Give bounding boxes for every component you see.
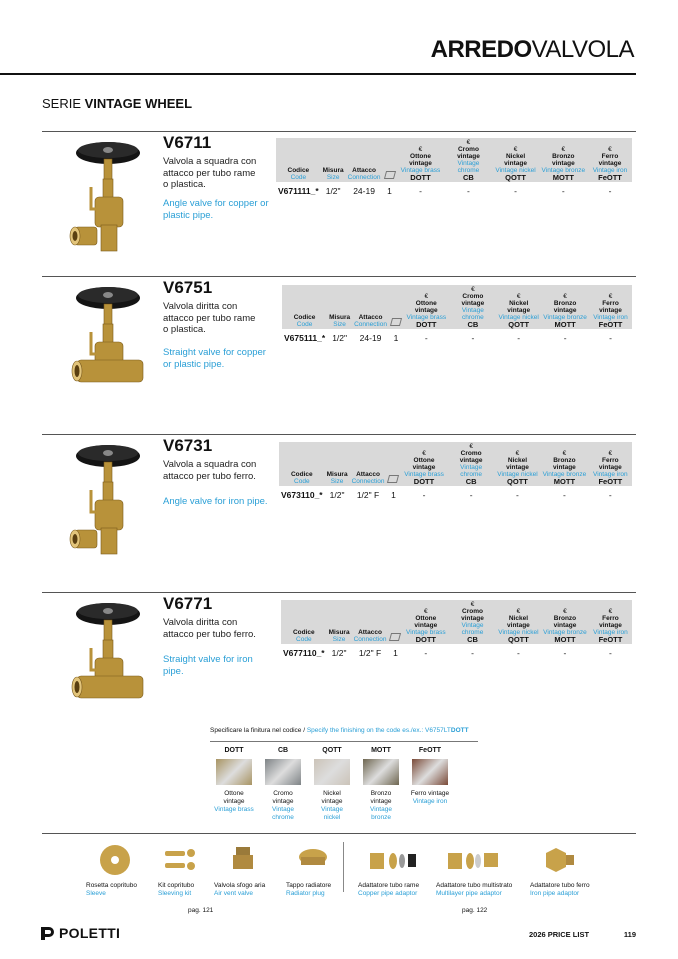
finish-name-en: Vintage bronze — [370, 806, 392, 821]
col-codice: Codice Code — [287, 167, 310, 181]
col-codice: Codice Code — [293, 314, 316, 328]
serie-title: SERIE VINTAGE WHEEL — [42, 96, 193, 111]
qty-cell: 1 — [393, 333, 399, 343]
col-finish-1: € Cromo vintage Vintage chrome CB — [461, 601, 484, 644]
price-cell: - — [609, 648, 612, 658]
accessory-item — [158, 840, 197, 898]
qty-cell: 1 — [387, 186, 392, 196]
page-ref-122[interactable]: pag. 122 — [462, 907, 488, 914]
package-icon — [383, 138, 397, 182]
table-row — [282, 329, 632, 345]
misura-cell: 1/2" — [325, 186, 341, 196]
table-row — [276, 182, 632, 198]
finish-name-en: Vintage nickel — [321, 806, 343, 821]
qty-cell: 1 — [393, 648, 398, 658]
price-table — [282, 285, 632, 345]
description-en: Straight valve for iron pipe. — [163, 654, 253, 677]
accessory-name-it: Adattatore tubo rame — [358, 882, 420, 889]
valve-image — [67, 139, 147, 257]
col-finish-3: € Bronzo vintage Vintage bronze MOTT — [543, 608, 587, 644]
price-cell: - — [467, 186, 470, 196]
price-cell: - — [608, 186, 612, 196]
col-finish-0: € Ottone vintage Vintage brass DOTT — [406, 293, 447, 329]
col-finish-3: € Bronzo vintage Vintage bronze MOTT — [543, 293, 587, 329]
valve-image — [67, 442, 147, 560]
table-row — [279, 486, 632, 502]
description-it: Valvola a squadra con attacco per tubo rame o plastica. — [163, 156, 257, 190]
attacco-cell: 1/2" F — [356, 490, 380, 500]
col-attacco: Attacco Connection — [351, 471, 385, 485]
accessories-rule — [42, 833, 636, 834]
price-cell: - — [608, 490, 612, 500]
price-cell: - — [471, 333, 475, 343]
col-codice: Codice Code — [290, 471, 313, 485]
finish-swatch-dott — [214, 747, 254, 822]
col-misura: Misura Size — [328, 629, 350, 643]
col-attacco: Attacco Connection — [354, 314, 387, 328]
finish-name-it: Ferro vintage — [410, 790, 450, 797]
package-icon — [386, 442, 400, 486]
col-finish-2: € Nickel vintage Vintage nickel QOTT — [498, 608, 539, 644]
col-finish-1: € Cromo vintage Vintage chrome CB — [457, 139, 480, 182]
attacco-cell: 24-19 — [359, 333, 382, 343]
page-ref-121[interactable]: pag. 121 — [188, 907, 214, 914]
finish-color-sample — [412, 759, 448, 785]
col-finish-4: € Ferro vintage Vintage iron FeOTT — [593, 450, 628, 486]
col-finish-3: € Bronzo vintage Vintage bronze MOTT — [542, 450, 587, 486]
price-cell: - — [422, 490, 426, 500]
description-en: Straight valve for copper or plastic pipe. — [163, 347, 266, 370]
product-v6711 — [42, 131, 636, 286]
finish-color-sample — [314, 759, 350, 785]
misura-cell: 1/2" — [329, 490, 345, 500]
attacco-cell: 1/2" F — [358, 648, 382, 658]
product-v6731 — [42, 434, 636, 589]
accessory-image — [358, 840, 419, 880]
col-finish-2: € Nickel vintage Vintage nickel QOTT — [495, 146, 536, 182]
accessory-image — [86, 840, 137, 880]
codice-cell: V677110_* — [283, 648, 325, 658]
accessory-item — [530, 840, 590, 898]
finish-name-it: Nickel vintage — [321, 790, 343, 805]
accessory-name-en: Multilayer pipe adaptor — [436, 890, 502, 897]
price-cell: - — [563, 648, 567, 658]
price-list-label: 2026 PRICE LIST — [529, 930, 590, 939]
col-finish-3: € Bronzo vintage Vintage bronze MOTT — [541, 146, 586, 182]
price-cell: - — [469, 490, 473, 500]
finish-note: Specificare la finitura nel codice / Specify the finishing on the code es./ex.: V6757LTDOTT — [210, 727, 469, 734]
finish-color-sample — [265, 759, 301, 785]
description-it: Valvola a squadra con attacco per tubo ferro. — [163, 459, 257, 482]
price-cell: - — [471, 648, 474, 658]
col-finish-0: € Ottone vintage Vintage brass DOTT — [404, 450, 444, 486]
finish-color-sample — [216, 759, 252, 785]
price-cell: - — [561, 186, 565, 196]
attacco-cell: 24-19 — [353, 186, 375, 196]
codice-cell: V671111_* — [278, 186, 319, 196]
accessory-image — [436, 840, 512, 880]
price-cell: - — [563, 490, 566, 500]
codice-cell: V673110_* — [281, 490, 323, 500]
accessory-image — [158, 840, 197, 880]
col-finish-2: € Nickel vintage Vintage nickel QOTT — [497, 450, 538, 486]
poletti-logo: POLETTI — [40, 925, 120, 941]
price-cell: - — [424, 648, 428, 658]
price-cell: - — [517, 648, 520, 658]
valve-image — [67, 284, 147, 402]
product-separator — [42, 434, 636, 435]
col-misura: Misura Size — [329, 314, 351, 328]
finish-color-sample — [363, 759, 399, 785]
product-separator — [42, 131, 636, 132]
accessory-name-en: Air vent valve — [214, 890, 254, 897]
accessory-name-en: Sleeve — [86, 890, 106, 897]
finish-name-en: Vintage brass — [214, 806, 254, 813]
accessory-name-it: Tappo radiatore — [286, 882, 332, 889]
finish-name-it: Ottone vintage — [223, 790, 245, 805]
accessory-name-en: Iron pipe adaptor — [530, 890, 580, 897]
finish-code: FeOTT — [418, 747, 442, 754]
finish-name-it: Bronzo vintage — [370, 790, 392, 805]
table-row — [281, 644, 632, 660]
col-finish-0: € Ottone vintage Vintage brass DOTT — [405, 608, 446, 644]
misura-cell: 1/2" — [332, 333, 348, 343]
description-en: Angle valve for copper or plastic pipe. — [163, 198, 269, 221]
col-finish-1: € Cromo vintage Vintage chrome CB — [461, 286, 485, 329]
finish-swatch-qott — [312, 747, 352, 822]
description-it: Valvola diritta con attacco per tubo ferro. — [163, 617, 256, 640]
page-number: 119 — [623, 930, 636, 939]
col-misura: Misura Size — [326, 471, 348, 485]
accessory-item — [86, 840, 137, 898]
finish-swatch-feott — [410, 747, 450, 822]
codice-cell: V675111_* — [284, 333, 326, 343]
finish-name-en: Vintage chrome — [272, 806, 294, 821]
misura-cell: 1/2" — [331, 648, 347, 658]
top-rule — [0, 73, 636, 75]
col-finish-1: € Cromo vintage Vintage chrome CB — [459, 443, 483, 486]
finish-code: CB — [277, 747, 289, 754]
accessory-image — [530, 840, 590, 880]
package-icon — [389, 285, 403, 329]
accessory-name-en: Radiator plug — [286, 890, 325, 897]
col-finish-4: € Ferro vintage Vintage iron FeOTT — [593, 293, 628, 329]
finish-swatch-mott — [361, 747, 401, 822]
accessory-image — [214, 840, 265, 880]
accessory-name-it: Valvola sfogo aria — [214, 882, 266, 889]
accessory-item — [286, 840, 331, 898]
finish-code: DOTT — [224, 747, 244, 754]
accessory-item — [358, 840, 419, 898]
price-cell: - — [424, 333, 428, 343]
finish-swatches — [214, 747, 450, 822]
accessories-divider — [343, 842, 344, 892]
col-misura: Misura Size — [322, 167, 344, 181]
product-code: V6771 — [163, 594, 213, 613]
col-finish-4: € Ferro vintage Vintage iron FeOTT — [592, 146, 628, 182]
col-finish-0: € Ottone vintage Vintage brass DOTT — [400, 146, 441, 182]
price-cell: - — [419, 186, 422, 196]
poletti-logo-icon — [40, 926, 56, 940]
brand-title: ARREDOVALVOLA — [430, 36, 634, 63]
col-finish-4: € Ferro vintage Vintage iron FeOTT — [593, 608, 628, 644]
product-code: V6711 — [163, 133, 212, 152]
accessory-name-en: Copper pipe adaptor — [358, 890, 418, 897]
price-cell: - — [609, 333, 612, 343]
price-table — [276, 138, 632, 198]
accessory-name-it: Rosetta copritubo — [86, 882, 137, 889]
accessory-item — [214, 840, 265, 898]
col-attacco: Attacco Connection — [347, 167, 381, 181]
price-cell: - — [563, 333, 567, 343]
price-table — [281, 600, 632, 660]
accessory-name-en: Sleeving kit — [158, 890, 192, 897]
price-cell: - — [514, 186, 517, 196]
product-code: V6731 — [163, 436, 213, 455]
price-cell: - — [517, 333, 521, 343]
accessory-name-it: Adattatore tubo multistrato — [436, 882, 513, 889]
valve-image — [67, 600, 147, 718]
price-table — [279, 442, 632, 502]
package-icon — [388, 600, 402, 644]
description-en: Angle valve for iron pipe. — [163, 496, 268, 507]
finish-code: MOTT — [371, 747, 391, 754]
description-it: Valvola diritta con attacco per tubo rame o plastica. — [163, 301, 256, 335]
product-v6771 — [42, 592, 636, 747]
finish-name-it: Cromo vintage — [272, 790, 294, 805]
qty-cell: 1 — [391, 490, 396, 500]
product-separator — [42, 592, 636, 593]
col-finish-2: € Nickel vintage Vintage nickel QOTT — [498, 293, 539, 329]
col-attacco: Attacco Connection — [353, 629, 387, 643]
accessory-name-it: Kit copritubo — [158, 882, 195, 889]
finish-rule — [210, 741, 478, 742]
finish-name-en: Vintage iron — [412, 798, 448, 805]
col-codice: Codice Code — [292, 629, 315, 643]
accessory-image — [286, 840, 331, 880]
price-cell: - — [516, 490, 519, 500]
product-v6751 — [42, 276, 636, 431]
accessory-item — [436, 840, 512, 898]
accessory-name-it: Adattatore tubo ferro — [530, 882, 590, 889]
finish-code: QOTT — [322, 747, 342, 754]
product-code: V6751 — [163, 278, 213, 297]
product-separator — [42, 276, 636, 277]
finish-swatch-cb — [263, 747, 303, 822]
